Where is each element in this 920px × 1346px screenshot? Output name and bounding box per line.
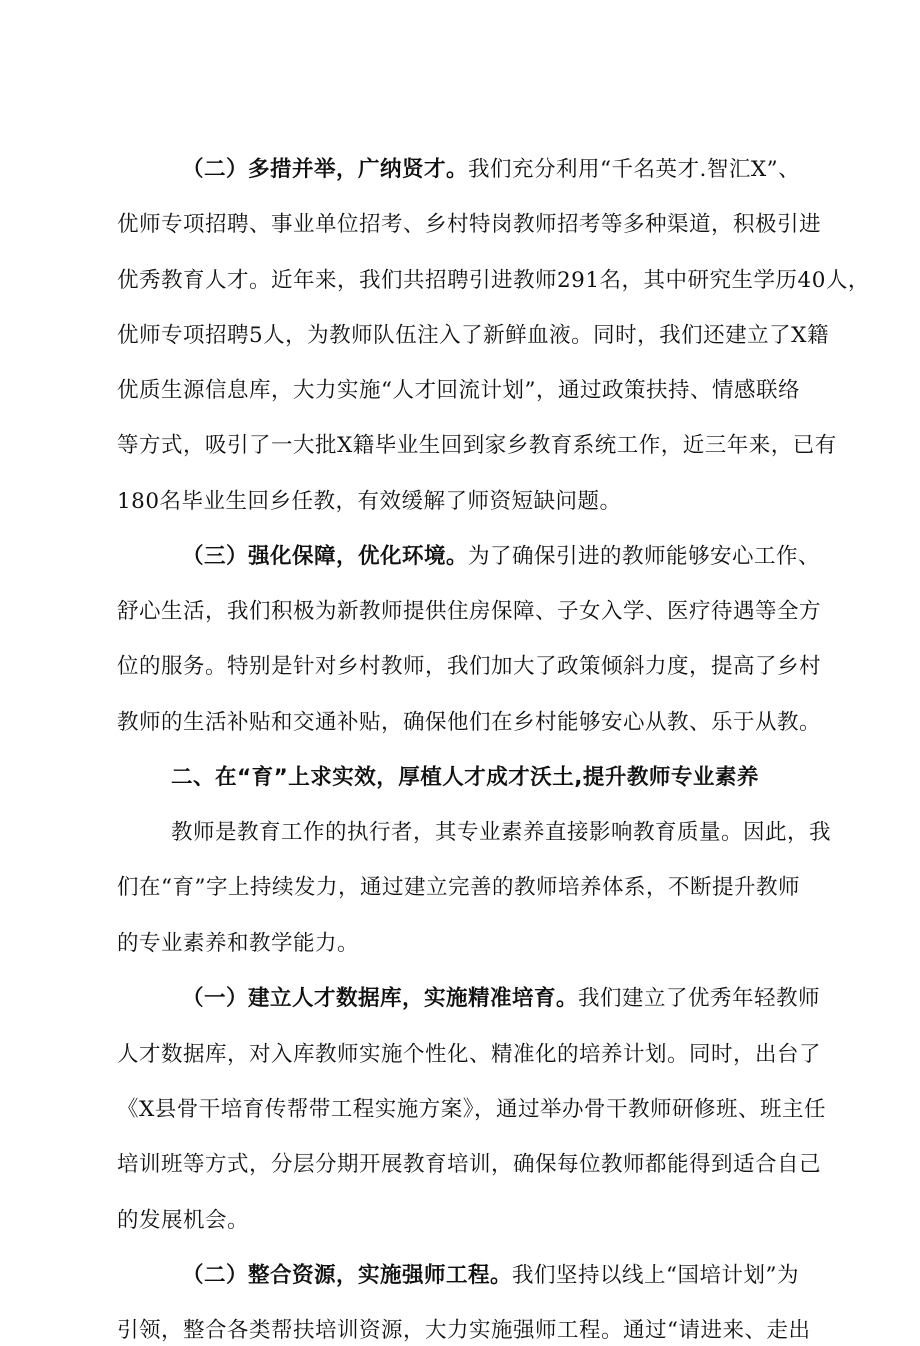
body-text: 优师专项招聘、事业单位招考、乡村特岗教师招考等多种渠道，积极引进 [117, 212, 822, 237]
body-text: 我们坚持以线上“国培计划”为 [512, 1263, 799, 1288]
body-text: 的发展机会。 [117, 1208, 250, 1233]
text-line [0, 652, 920, 682]
text-line [0, 873, 920, 903]
body-text: 舒心生活，我们积极为新教师提供住房保障、子女入学、医疗待遇等全方 [117, 599, 822, 624]
text-line [0, 597, 920, 627]
body-text: 的专业素养和教学能力。 [117, 931, 360, 956]
text-line [0, 210, 920, 240]
body-text: 我们充分利用“千名英才.智汇X”、 [468, 157, 801, 182]
body-text: 180名毕业生回乡任教，有效缓解了师资短缺问题。 [117, 489, 622, 514]
text-line [0, 818, 920, 848]
bold-heading-text: （三）强化保障，优化环境。 [182, 544, 469, 569]
text-line [0, 984, 920, 1014]
body-text: 我们建立了优秀年轻教师 [578, 986, 821, 1011]
bold-heading-text: 二、在“育”上求实效，厚植人才成才沃土,提升教师专业素养 [171, 765, 759, 790]
body-text: 培训班等方式，分层分期开展教育培训，确保每位教师都能得到适合自己 [117, 1152, 822, 1177]
text-line [0, 929, 920, 959]
body-text: 优质生源信息库，大力实施“人才回流计划”，通过政策扶持、情感联络 [117, 378, 800, 403]
body-text: 教师是教育工作的执行者，其专业素养直接影响教育质量。因此，我 [171, 820, 832, 845]
text-line [0, 1316, 920, 1346]
text-line [0, 542, 920, 572]
bold-heading-text: （二）整合资源，实施强师工程。 [182, 1263, 513, 1288]
text-line [0, 708, 920, 738]
body-text: 优师专项招聘5人，为教师队伍注入了新鲜血液。同时，我们还建立了X籍 [117, 323, 829, 348]
text-line [0, 1095, 920, 1125]
text-line [0, 376, 920, 406]
text-line [0, 1206, 920, 1236]
body-text: 等方式，吸引了一大批X籍毕业生回到家乡教育系统工作，近三年来，已有 [117, 433, 837, 458]
text-line [0, 266, 920, 296]
bold-heading-text: （一）建立人才数据库，实施精准培育。 [182, 986, 579, 1011]
body-text: 《X县骨干培育传帮带工程实施方案》，通过举办骨干教师研修班、班主任 [117, 1097, 827, 1122]
body-text: 人才数据库，对入库教师实施个性化、精准化的培养计划。同时，出台了 [117, 1042, 822, 1067]
body-text: 们在“育”字上持续发力，通过建立完善的教师培养体系，不断提升教师 [117, 875, 800, 900]
text-line [0, 1150, 920, 1180]
body-text: 为了确保引进的教师能够安心工作、 [468, 544, 821, 569]
text-line [0, 155, 920, 185]
text-line [0, 487, 920, 517]
body-text: 教师的生活补贴和交通补贴，确保他们在乡村能够安心从教、乐于从教。 [117, 710, 822, 735]
text-line [0, 1040, 920, 1070]
body-text: 优秀教育人才。近年来，我们共招聘引进教师291名，其中研究生学历40人， [117, 268, 870, 293]
text-line [0, 431, 920, 461]
text-line [0, 321, 920, 351]
text-line [0, 763, 920, 793]
bold-heading-text: （二）多措并举，广纳贤才。 [182, 157, 469, 182]
body-text: 位的服务。特别是针对乡村教师，我们加大了政策倾斜力度，提高了乡村 [117, 654, 822, 679]
body-text: 引领，整合各类帮扶培训资源，大力实施强师工程。通过“请进来、走出 [117, 1318, 811, 1343]
text-line [0, 1261, 920, 1291]
